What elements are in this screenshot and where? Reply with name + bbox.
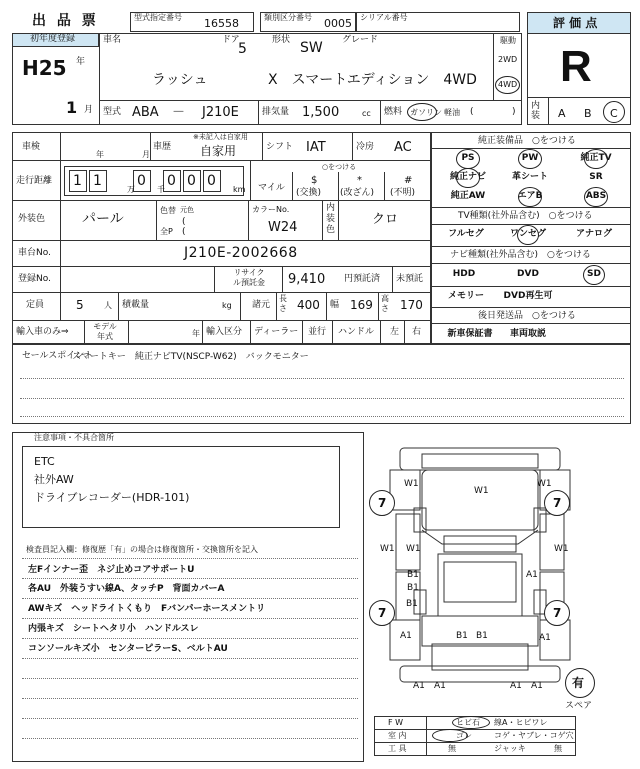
mileage-digit: 0 — [137, 173, 146, 189]
mileage-digit: 1 — [73, 173, 82, 189]
damage-mark: W1 — [537, 479, 552, 489]
car-grade-value: X スマートエディション 4WD — [268, 72, 477, 88]
spare-value: 有 — [572, 676, 585, 690]
import-label: 輸入車のみ⇒ — [16, 327, 69, 337]
main-grid — [12, 132, 431, 344]
mileage-digit: 0 — [207, 173, 216, 189]
drive-label: 駆動 — [500, 36, 516, 45]
navi-title: ナビ種類(社外品含む) ○をつける — [450, 250, 591, 260]
color-paren: ( — [182, 217, 186, 227]
equip-item-circle — [584, 149, 608, 169]
interior-legend-circle — [432, 729, 468, 742]
equip-title: 純正装備品 ○をつける — [478, 136, 576, 146]
reg-label: 初年度登録 — [30, 34, 76, 44]
color-value: パール — [82, 211, 124, 227]
tv-title: TV種類(社外品含む) ○をつける — [458, 211, 593, 221]
capacity-unit: 人 — [104, 301, 112, 310]
interior-label: 内装 — [531, 101, 541, 121]
color-original-label: 元色 — [180, 206, 194, 214]
handle-right: 右 — [412, 327, 422, 337]
fuel-circle — [407, 103, 437, 121]
reg-year-unit: 年 — [76, 57, 86, 67]
legend-cell: ジャッキ — [494, 744, 526, 753]
legend-cell: 無 — [554, 744, 562, 753]
damage-mark: W1 — [404, 479, 419, 489]
handle-label: ハンドル — [338, 327, 375, 337]
equip-item: エアB — [517, 191, 543, 201]
damage-mark: B1 — [476, 631, 488, 641]
option-item: フルセグ — [448, 229, 484, 239]
not-deposited: 未預託 — [396, 274, 424, 284]
car-diagram — [360, 440, 620, 702]
import-type-value: ディーラー — [254, 327, 299, 337]
damage-mark: B1 — [406, 599, 418, 609]
drive-4wd-circle — [495, 76, 520, 94]
capacity-value: 5 — [76, 298, 84, 312]
inspector-label: 検査員記入欄：修復歴「有」の場合は修復箇所・交換箇所を記入 — [26, 545, 258, 554]
drive-2wd: 2WD — [498, 55, 518, 64]
mile-opt-unknown-sym: # — [404, 175, 413, 186]
model-year-label: モデル年式 — [93, 322, 117, 341]
legend-cell: 無 — [448, 744, 456, 753]
later-title: 後日発送品 ○をつける — [478, 311, 576, 321]
serial-label: シリアル番号 — [360, 13, 408, 22]
mileage-digit: 1 — [93, 173, 102, 189]
sales-text: スマートキー 純正ナビTV(NSCP-W62) バックモニター — [72, 352, 309, 362]
interior-opt-c: C — [610, 107, 618, 120]
damage-mark: A1 — [434, 681, 446, 691]
color-label: 外装色 — [18, 214, 46, 224]
option-item: メモリー — [447, 291, 484, 301]
mileage-man: 万 — [127, 185, 135, 194]
recycle-value: 9,410 — [288, 272, 326, 287]
fuel-paren-close: ) — [512, 107, 516, 117]
equip-item: SR — [589, 172, 603, 182]
load-unit: kg — [222, 301, 232, 310]
damage-mark: A1 — [531, 681, 543, 691]
shape-label: 形状 — [272, 35, 291, 45]
reg-month-unit: 月 — [84, 105, 94, 115]
import-type-label: 輸入区分 — [206, 327, 243, 337]
damage-mark: W1 — [554, 544, 569, 554]
inspector-line-1: 左Fインナー歪 ネジ止めコアサポートU — [28, 565, 195, 575]
damage-mark: A1 — [526, 570, 538, 580]
spec-label: 諸元 — [252, 300, 271, 310]
damage-mark: A1 — [510, 681, 522, 691]
width-label: 幅 — [330, 300, 340, 310]
displacement-value: 1,500 — [302, 105, 340, 120]
history-note: ※未記入は自家用 — [193, 133, 248, 141]
width-value: 169 — [350, 298, 373, 312]
tire-value: 7 — [378, 606, 387, 620]
ac-value: AC — [394, 140, 412, 155]
inspector-line-3: AWキズ ヘッドライトくもり Fバンパーホースメントリ — [28, 604, 266, 614]
shift-label: シフト — [266, 142, 294, 152]
recycle-label: リサイクル預託金 — [233, 268, 265, 287]
option-item: DVD再生可 — [503, 291, 553, 301]
damage-mark: A1 — [539, 633, 551, 643]
displacement-label: 排気量 — [262, 107, 290, 117]
legend-row-label: F W — [388, 718, 404, 727]
grade-score: R — [560, 42, 592, 91]
option-item: DVD — [517, 269, 539, 279]
equip-item: ABS — [585, 191, 607, 201]
sheet-title: 出 品 票 — [32, 13, 99, 29]
car-name-value: ラッシュ — [152, 72, 208, 88]
mile-opt-tamper: (改ざん) — [340, 188, 375, 198]
mile-opt-tamper-sym: * — [357, 175, 362, 186]
option-item: SD — [587, 269, 601, 279]
color-code-label: カラーNo. — [252, 205, 290, 214]
inspector-line-4: 内張キズ シートヘタリ小 ハンドルスレ — [28, 624, 199, 634]
model-dash: － — [172, 105, 186, 120]
option-item: 車両取説 — [509, 329, 546, 339]
chassis-label: 車台No. — [18, 248, 51, 258]
interior-opt-b: B — [584, 107, 592, 120]
interior-opt-a: A — [558, 107, 566, 120]
damage-mark: A1 — [400, 631, 412, 641]
color-paren2: ( — [182, 227, 186, 237]
sales-label: セールスポイント — [22, 351, 94, 361]
door-value: 5 — [238, 41, 247, 57]
spare-label: スペア — [565, 701, 593, 711]
option-item: 新車保証書 — [447, 329, 493, 339]
equip-item: 純正AW — [450, 191, 486, 201]
class-no-label: 類別区分番号 — [264, 13, 312, 22]
mileage-unit: km — [233, 185, 246, 194]
mileage-digit: 0 — [187, 173, 196, 189]
tire-value: 7 — [553, 606, 562, 620]
damage-mark: B1 — [407, 583, 419, 593]
reg-month: 1 — [66, 98, 78, 117]
legend-cell: 線A・ヒビワレ — [494, 718, 548, 727]
equip-item: PS — [461, 153, 475, 163]
mile-opt-exchange: (交換) — [296, 188, 322, 198]
damage-mark: A1 — [413, 681, 425, 691]
notes-line-1: ETC — [34, 455, 55, 468]
ac-label: 冷房 — [356, 142, 375, 152]
chassis-value: J210E-2002668 — [184, 245, 298, 261]
mileage-circle-note: ○をつける — [322, 163, 357, 171]
damage-mark: B1 — [456, 631, 468, 641]
mileage-sen: 千 — [157, 185, 165, 194]
equip-item: PW — [521, 153, 539, 163]
regno-label: 登録No. — [18, 274, 51, 284]
notes-label: 注意事項・不具合箇所 — [34, 433, 114, 442]
color-full-label: 全P — [160, 227, 173, 236]
equip-item-circle — [456, 168, 480, 188]
grade-field-label: グレード — [342, 35, 379, 45]
color-change-label: 色替 — [160, 206, 176, 215]
notes-inner — [22, 446, 340, 528]
import-side-label: 並行 — [308, 327, 327, 337]
damage-mark: W1 — [406, 544, 421, 554]
reg-era-year: H25 — [22, 56, 67, 80]
equip-item-circle — [518, 149, 542, 169]
type-no-label: 型式指定番号 — [134, 13, 182, 22]
length-value: 400 — [297, 298, 320, 312]
color-code-value: W24 — [268, 220, 298, 235]
mile-opt-exchange-sym: $ — [311, 175, 318, 186]
equip-item-circle — [456, 149, 480, 169]
tire-value: 7 — [553, 496, 562, 510]
history-value: 自家用 — [200, 144, 237, 158]
option-item: HDD — [452, 269, 476, 279]
displacement-unit: cc — [362, 109, 371, 118]
fw-selected-circle — [452, 716, 490, 729]
length-label: 長さ — [279, 294, 287, 313]
shaken-month-unit: 月 — [142, 150, 150, 159]
notes-line-3: ドライブレコーダー(HDR-101) — [34, 491, 190, 504]
shaken-year-unit: 年 — [96, 150, 104, 159]
fuel-value: ガソリン — [410, 108, 442, 117]
damage-mark: B1 — [407, 570, 419, 580]
model-prefix: ABA — [132, 105, 159, 120]
shape-value: SW — [300, 40, 323, 56]
interior-selected-circle — [603, 101, 625, 123]
mileage-label: 走行距離 — [16, 176, 53, 186]
damage-mark: W1 — [474, 486, 489, 496]
height-value: 170 — [400, 298, 423, 312]
shaken-label: 車検 — [22, 142, 41, 152]
mile-opt-unknown: (不明) — [390, 188, 416, 198]
light-oil-label: 軽油 — [444, 108, 460, 117]
import-year-unit: 年 — [192, 329, 200, 338]
damage-mark: W1 — [380, 544, 395, 554]
class-no-value: 0005 — [324, 17, 352, 30]
interior-color-value: クロ — [372, 212, 399, 227]
legend-cell: ゴレ — [456, 731, 472, 740]
legend-row-label: 工 具 — [388, 744, 407, 753]
shift-value: IAT — [306, 140, 326, 155]
equip-item: 革シート — [511, 172, 548, 182]
option-item: ワンセグ — [509, 229, 546, 239]
legend-cell: ヒビ石 — [456, 718, 480, 727]
capacity-label: 定員 — [26, 300, 45, 310]
equip-item: 純正ナビ — [449, 172, 486, 182]
option-item-circle — [517, 225, 539, 245]
option-item-circle — [583, 265, 605, 285]
height-label: 高さ — [381, 294, 389, 313]
tire-value: 7 — [378, 496, 387, 510]
legend-row-label: 室 内 — [388, 731, 407, 740]
equip-item: 純正TV — [580, 153, 612, 163]
inspector-line-2: 各AU 外装うすい線A、タッチP 背面カバーA — [28, 584, 225, 594]
load-label: 積載量 — [122, 300, 150, 310]
inspector-line-5: コンソールキズ小 センターピラーS、ベルトAU — [28, 644, 228, 654]
type-no-value: 16558 — [204, 17, 239, 30]
equip-item-circle — [584, 187, 608, 207]
mile-label: マイル — [258, 183, 285, 193]
drive-4wd: 4WD — [498, 80, 518, 89]
fuel-label: 燃料 — [384, 107, 403, 117]
notes-line-2: 社外AW — [34, 473, 74, 486]
door-label: ドア — [222, 35, 240, 45]
equip-item-circle — [518, 187, 542, 207]
option-item: アナログ — [575, 229, 612, 239]
legend-cell: コゲ・ヤブレ・コゲ穴 — [494, 731, 574, 740]
interior-color-label: 内装色 — [326, 203, 336, 235]
fuel-paren-open: ( — [470, 107, 474, 117]
model-label: 型式 — [103, 107, 122, 117]
handle-left: 左 — [390, 327, 400, 337]
mileage-digit: 0 — [167, 173, 176, 189]
model-value: J210E — [202, 105, 239, 120]
recycle-unit: 円預託済 — [344, 274, 381, 284]
car-name-label: 車名 — [103, 35, 122, 45]
history-label: 車歴 — [153, 142, 172, 152]
grade-label: 評 価 点 — [553, 16, 598, 30]
